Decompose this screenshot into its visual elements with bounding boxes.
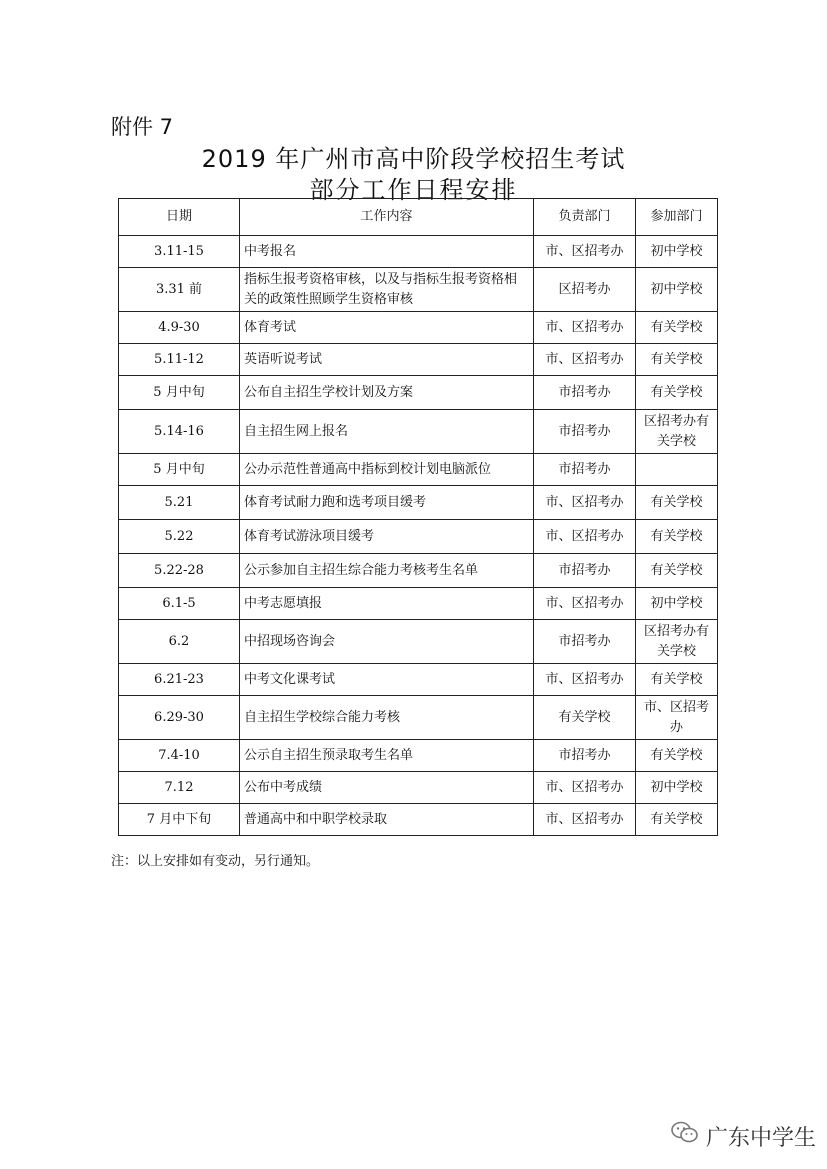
document-title-line2: 部分工作日程安排 [309, 176, 518, 204]
header-participants: 参加部门 [636, 199, 718, 236]
row-date: 3.31 前 [119, 268, 240, 312]
table-row [119, 344, 718, 376]
footnote: 注：以上安排如有变动，另行通知。 [111, 854, 320, 869]
row-content: 自主招生学校综合能力考核 [240, 696, 534, 740]
table-row [119, 376, 718, 410]
row-responsible: 市、区招考办 [534, 588, 636, 620]
row-participants: 有关学校 [636, 486, 718, 520]
row-participants: 有关学校 [636, 804, 718, 836]
row-content: 指标生报考资格审核，以及与指标生报考资格相关的政策性照顾学生资格审核 [240, 268, 534, 312]
table-row [119, 696, 718, 740]
row-date: 6.1-5 [119, 588, 240, 620]
row-date: 3.11-15 [119, 236, 240, 268]
row-responsible: 市招考办 [534, 454, 636, 486]
row-content: 体育考试耐力跑和选考项目缓考 [240, 486, 534, 520]
row-participants: 初中学校 [636, 772, 718, 804]
row-date: 5.22 [119, 520, 240, 554]
row-content: 中考志愿填报 [240, 588, 534, 620]
table-row [119, 520, 718, 554]
row-responsible: 市、区招考办 [534, 520, 636, 554]
row-participants [636, 454, 718, 486]
row-participants: 有关学校 [636, 312, 718, 344]
row-participants: 区招考办有关学校 [636, 620, 718, 664]
table-row [119, 454, 718, 486]
table-header-row [119, 199, 718, 236]
table-row [119, 772, 718, 804]
watermark-text: 广东中学生 [706, 1125, 817, 1151]
row-participants: 有关学校 [636, 740, 718, 772]
header-content: 工作内容 [240, 199, 534, 236]
row-date: 5 月中旬 [119, 376, 240, 410]
row-date: 7 月中下旬 [119, 804, 240, 836]
row-participants: 区招考办有关学校 [636, 410, 718, 454]
row-date: 5.11-12 [119, 344, 240, 376]
row-content: 英语听说考试 [240, 344, 534, 376]
row-responsible: 市、区招考办 [534, 236, 636, 268]
row-date: 4.9-30 [119, 312, 240, 344]
table-row [119, 588, 718, 620]
row-participants: 有关学校 [636, 664, 718, 696]
row-content: 自主招生网上报名 [240, 410, 534, 454]
table-row [119, 236, 718, 268]
row-content: 公办示范性普通高中指标到校计划电脑派位 [240, 454, 534, 486]
row-responsible: 有关学校 [534, 696, 636, 740]
row-date: 5.14-16 [119, 410, 240, 454]
row-content: 体育考试游泳项目缓考 [240, 520, 534, 554]
row-content: 中考文化课考试 [240, 664, 534, 696]
row-participants: 初中学校 [636, 236, 718, 268]
table-row [119, 312, 718, 344]
watermark [670, 1120, 816, 1152]
table-row [119, 804, 718, 836]
row-participants: 初中学校 [636, 268, 718, 312]
table-row [119, 620, 718, 664]
attachment-label: 附件 7 [111, 115, 174, 139]
row-responsible: 市、区招考办 [534, 664, 636, 696]
row-date: 6.29-30 [119, 696, 240, 740]
document-title-line1: 2019 年广州市高中阶段学校招生考试 [201, 145, 626, 173]
row-date: 7.12 [119, 772, 240, 804]
row-responsible: 市、区招考办 [534, 804, 636, 836]
row-responsible: 市招考办 [534, 410, 636, 454]
row-date: 7.4-10 [119, 740, 240, 772]
row-responsible: 市、区招考办 [534, 772, 636, 804]
row-content: 公示参加自主招生综合能力考核考生名单 [240, 554, 534, 588]
row-participants: 有关学校 [636, 520, 718, 554]
row-date: 5 月中旬 [119, 454, 240, 486]
row-content: 普通高中和中职学校录取 [240, 804, 534, 836]
row-participants: 有关学校 [636, 376, 718, 410]
row-responsible: 市、区招考办 [534, 312, 636, 344]
row-responsible: 市招考办 [534, 620, 636, 664]
table-row [119, 268, 718, 312]
row-date: 5.22-28 [119, 554, 240, 588]
row-responsible: 区招考办 [534, 268, 636, 312]
row-date: 6.2 [119, 620, 240, 664]
table-row [119, 554, 718, 588]
table-row [119, 486, 718, 520]
row-date: 5.21 [119, 486, 240, 520]
wechat-icon [670, 1120, 700, 1152]
schedule-table [118, 198, 718, 836]
row-responsible: 市、区招考办 [534, 344, 636, 376]
header-responsible: 负责部门 [534, 199, 636, 236]
row-content: 体育考试 [240, 312, 534, 344]
row-content: 公示自主招生预录取考生名单 [240, 740, 534, 772]
row-date: 6.21-23 [119, 664, 240, 696]
row-participants: 市、区招考办 [636, 696, 718, 740]
table-row [119, 410, 718, 454]
row-responsible: 市招考办 [534, 376, 636, 410]
row-participants: 有关学校 [636, 344, 718, 376]
row-content: 公布中考成绩 [240, 772, 534, 804]
table-row [119, 664, 718, 696]
row-participants: 初中学校 [636, 588, 718, 620]
row-responsible: 市招考办 [534, 740, 636, 772]
row-participants: 有关学校 [636, 554, 718, 588]
row-content: 中考报名 [240, 236, 534, 268]
row-responsible: 市招考办 [534, 554, 636, 588]
row-content: 公布自主招生学校计划及方案 [240, 376, 534, 410]
row-responsible: 市、区招考办 [534, 486, 636, 520]
row-content: 中招现场咨询会 [240, 620, 534, 664]
table-row [119, 740, 718, 772]
header-date: 日期 [119, 199, 240, 236]
